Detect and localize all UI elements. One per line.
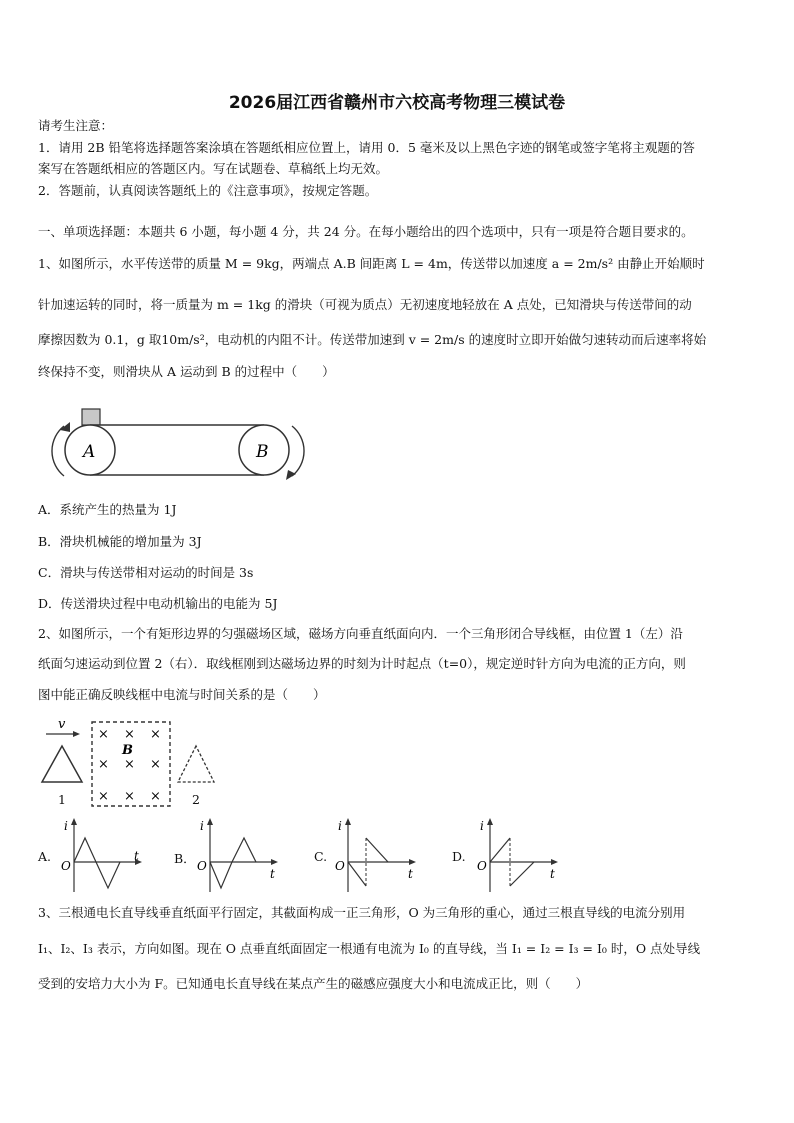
field-crosses — [98, 727, 161, 804]
origin-label: O — [335, 859, 345, 873]
q2-line-3: 图中能正确反映线框中电流与时间关系的是（ ） — [38, 687, 326, 702]
origin-label: O — [197, 859, 207, 873]
graph-option-b — [194, 816, 284, 896]
graph-option-c-label: C. — [314, 849, 328, 864]
rotation-arrow-left — [52, 426, 64, 476]
q1-line-1: 1、如图所示，水平传送带的质量 M = 9kg，两端点 A.B 间距离 L = 4m，传送带以加速度 a = 2m/s² 由静止开始顺时 — [38, 256, 705, 271]
triangle-position-2 — [178, 746, 214, 782]
axis-t-arrow — [271, 859, 278, 865]
axis-t-arrow — [551, 859, 558, 865]
section-heading: 一、单项选择题：本题共 6 小题，每小题 4 分，共 24 分。在每小题给出的四个选项中，只有一项是符合题目要求的。 — [38, 224, 694, 239]
axis-t-label: t — [408, 867, 413, 881]
current-curve — [74, 838, 120, 888]
exam-title: 2026届江西省赣州市六校高考物理三模试卷 — [228, 93, 566, 113]
notice-item-1b: 案写在答题纸相应的答题区内。写在试题卷、草稿纸上均无效。 — [38, 161, 389, 176]
arrowhead-right — [286, 470, 296, 480]
field-cross: × — [124, 789, 135, 804]
current-curve-negative — [348, 862, 366, 886]
arrowhead-left — [60, 422, 70, 432]
notice-item-1a: 1．请用 2B 铅笔将选择题答案涂填在答题纸相应位置上，请用 0．5 毫米及以上黑色字迹的钢笔或签字笔将主观题的答 — [38, 140, 695, 155]
axis-i-arrow — [207, 818, 213, 825]
axis-t-label: t — [550, 867, 555, 881]
axis-i-label: i — [200, 819, 204, 833]
triangle-position-1 — [42, 746, 82, 782]
current-curve-positive — [490, 838, 510, 862]
q1-option-b: B．滑块机械能的增加量为 3J — [38, 534, 202, 549]
rotation-arrow-right — [292, 426, 304, 476]
pulley-a-label: A — [83, 442, 96, 462]
graph-option-d — [474, 816, 564, 896]
q3-line-1: 3、三根通电长直导线垂直纸面平行固定，其截面构成一正三角形，O 为三角形的重心，通过三根直导线的电流分别用 — [38, 905, 686, 920]
current-curve-negative — [510, 862, 534, 886]
axis-i-label: i — [64, 819, 68, 833]
axis-i-arrow — [345, 818, 351, 825]
current-curve — [210, 838, 256, 888]
q1-option-a: A．系统产生的热量为 1J — [38, 502, 177, 517]
axis-i-label: i — [480, 819, 484, 833]
field-cross: × — [98, 789, 109, 804]
axis-i-arrow — [71, 818, 77, 825]
axis-t-label: t — [134, 849, 139, 863]
q3-line-3: 受到的安培力大小为 F。已知通电长直导线在某点产生的磁感应强度大小和电流成正比，则（ ） — [38, 976, 589, 991]
conveyor-belt-figure — [40, 404, 320, 486]
velocity-label: v — [58, 717, 66, 732]
graph-option-c — [332, 816, 422, 896]
q2-line-1: 2、如图所示，一个有矩形边界的匀强磁场区域，磁场方向垂直纸面向内．一个三角形闭合导线框，由位置 1（左）沿 — [38, 626, 683, 641]
field-cross: × — [150, 727, 161, 742]
field-cross: × — [150, 789, 161, 804]
velocity-arrowhead — [73, 731, 80, 737]
field-cross: × — [124, 727, 135, 742]
q1-line-2: 针加速运转的同时，将一质量为 m = 1kg 的滑块（可视为质点）无初速度地轻放在 A 点处，已知滑块与传送带间的动 — [38, 297, 692, 312]
origin-label: O — [477, 859, 487, 873]
position-2-label: 2 — [192, 792, 200, 807]
field-b-label: B — [122, 743, 133, 758]
graph-option-d-label: D. — [452, 849, 466, 864]
axis-t-arrow — [409, 859, 416, 865]
notice-item-2: 2．答题前，认真阅读答题纸上的《注意事项》，按规定答题。 — [38, 183, 378, 198]
q1-line-4: 终保持不变，则滑块从 A 运动到 B 的过程中（ ） — [38, 364, 335, 379]
axis-i-label: i — [338, 819, 342, 833]
axis-i-arrow — [487, 818, 493, 825]
field-cross: × — [98, 727, 109, 742]
position-1-label: 1 — [58, 792, 66, 807]
field-cross: × — [124, 757, 135, 772]
q2-line-2: 纸面匀速运动到位置 2（右）．取线框刚到达磁场边界的时刻为计时起点（t=0），规定逆时针方向为电流的正方向，则 — [38, 656, 686, 671]
graph-option-a — [58, 816, 148, 896]
q3-line-2: I₁、I₂、I₃ 表示，方向如图。现在 O 点垂直纸面固定一根通有电流为 I₀ 的直导线，当 I₁ = I₂ = I₃ = I₀ 时，O 点处导线 — [38, 941, 701, 956]
axis-t-label: t — [270, 867, 275, 881]
current-curve-positive — [366, 838, 388, 862]
field-cross: × — [150, 757, 161, 772]
q1-line-3: 摩擦因数为 0.1，g 取10m/s²，电动机的内阻不计。传送带加速到 v = 2m/s 的速度时立即开始做匀速转动而后速率将始 — [38, 332, 707, 347]
notice-heading: 请考生注意： — [38, 118, 114, 133]
origin-label: O — [61, 859, 71, 873]
q1-option-d: D．传送滑块过程中电动机输出的电能为 5J — [38, 596, 278, 611]
q1-option-c: C．滑块与传送带相对运动的时间是 3s — [38, 565, 254, 580]
pulley-b-label: B — [256, 442, 269, 462]
graph-option-a-label: A. — [38, 849, 52, 864]
slider-block — [82, 409, 100, 425]
graph-option-b-label: B． — [174, 851, 196, 866]
field-cross: × — [98, 757, 109, 772]
